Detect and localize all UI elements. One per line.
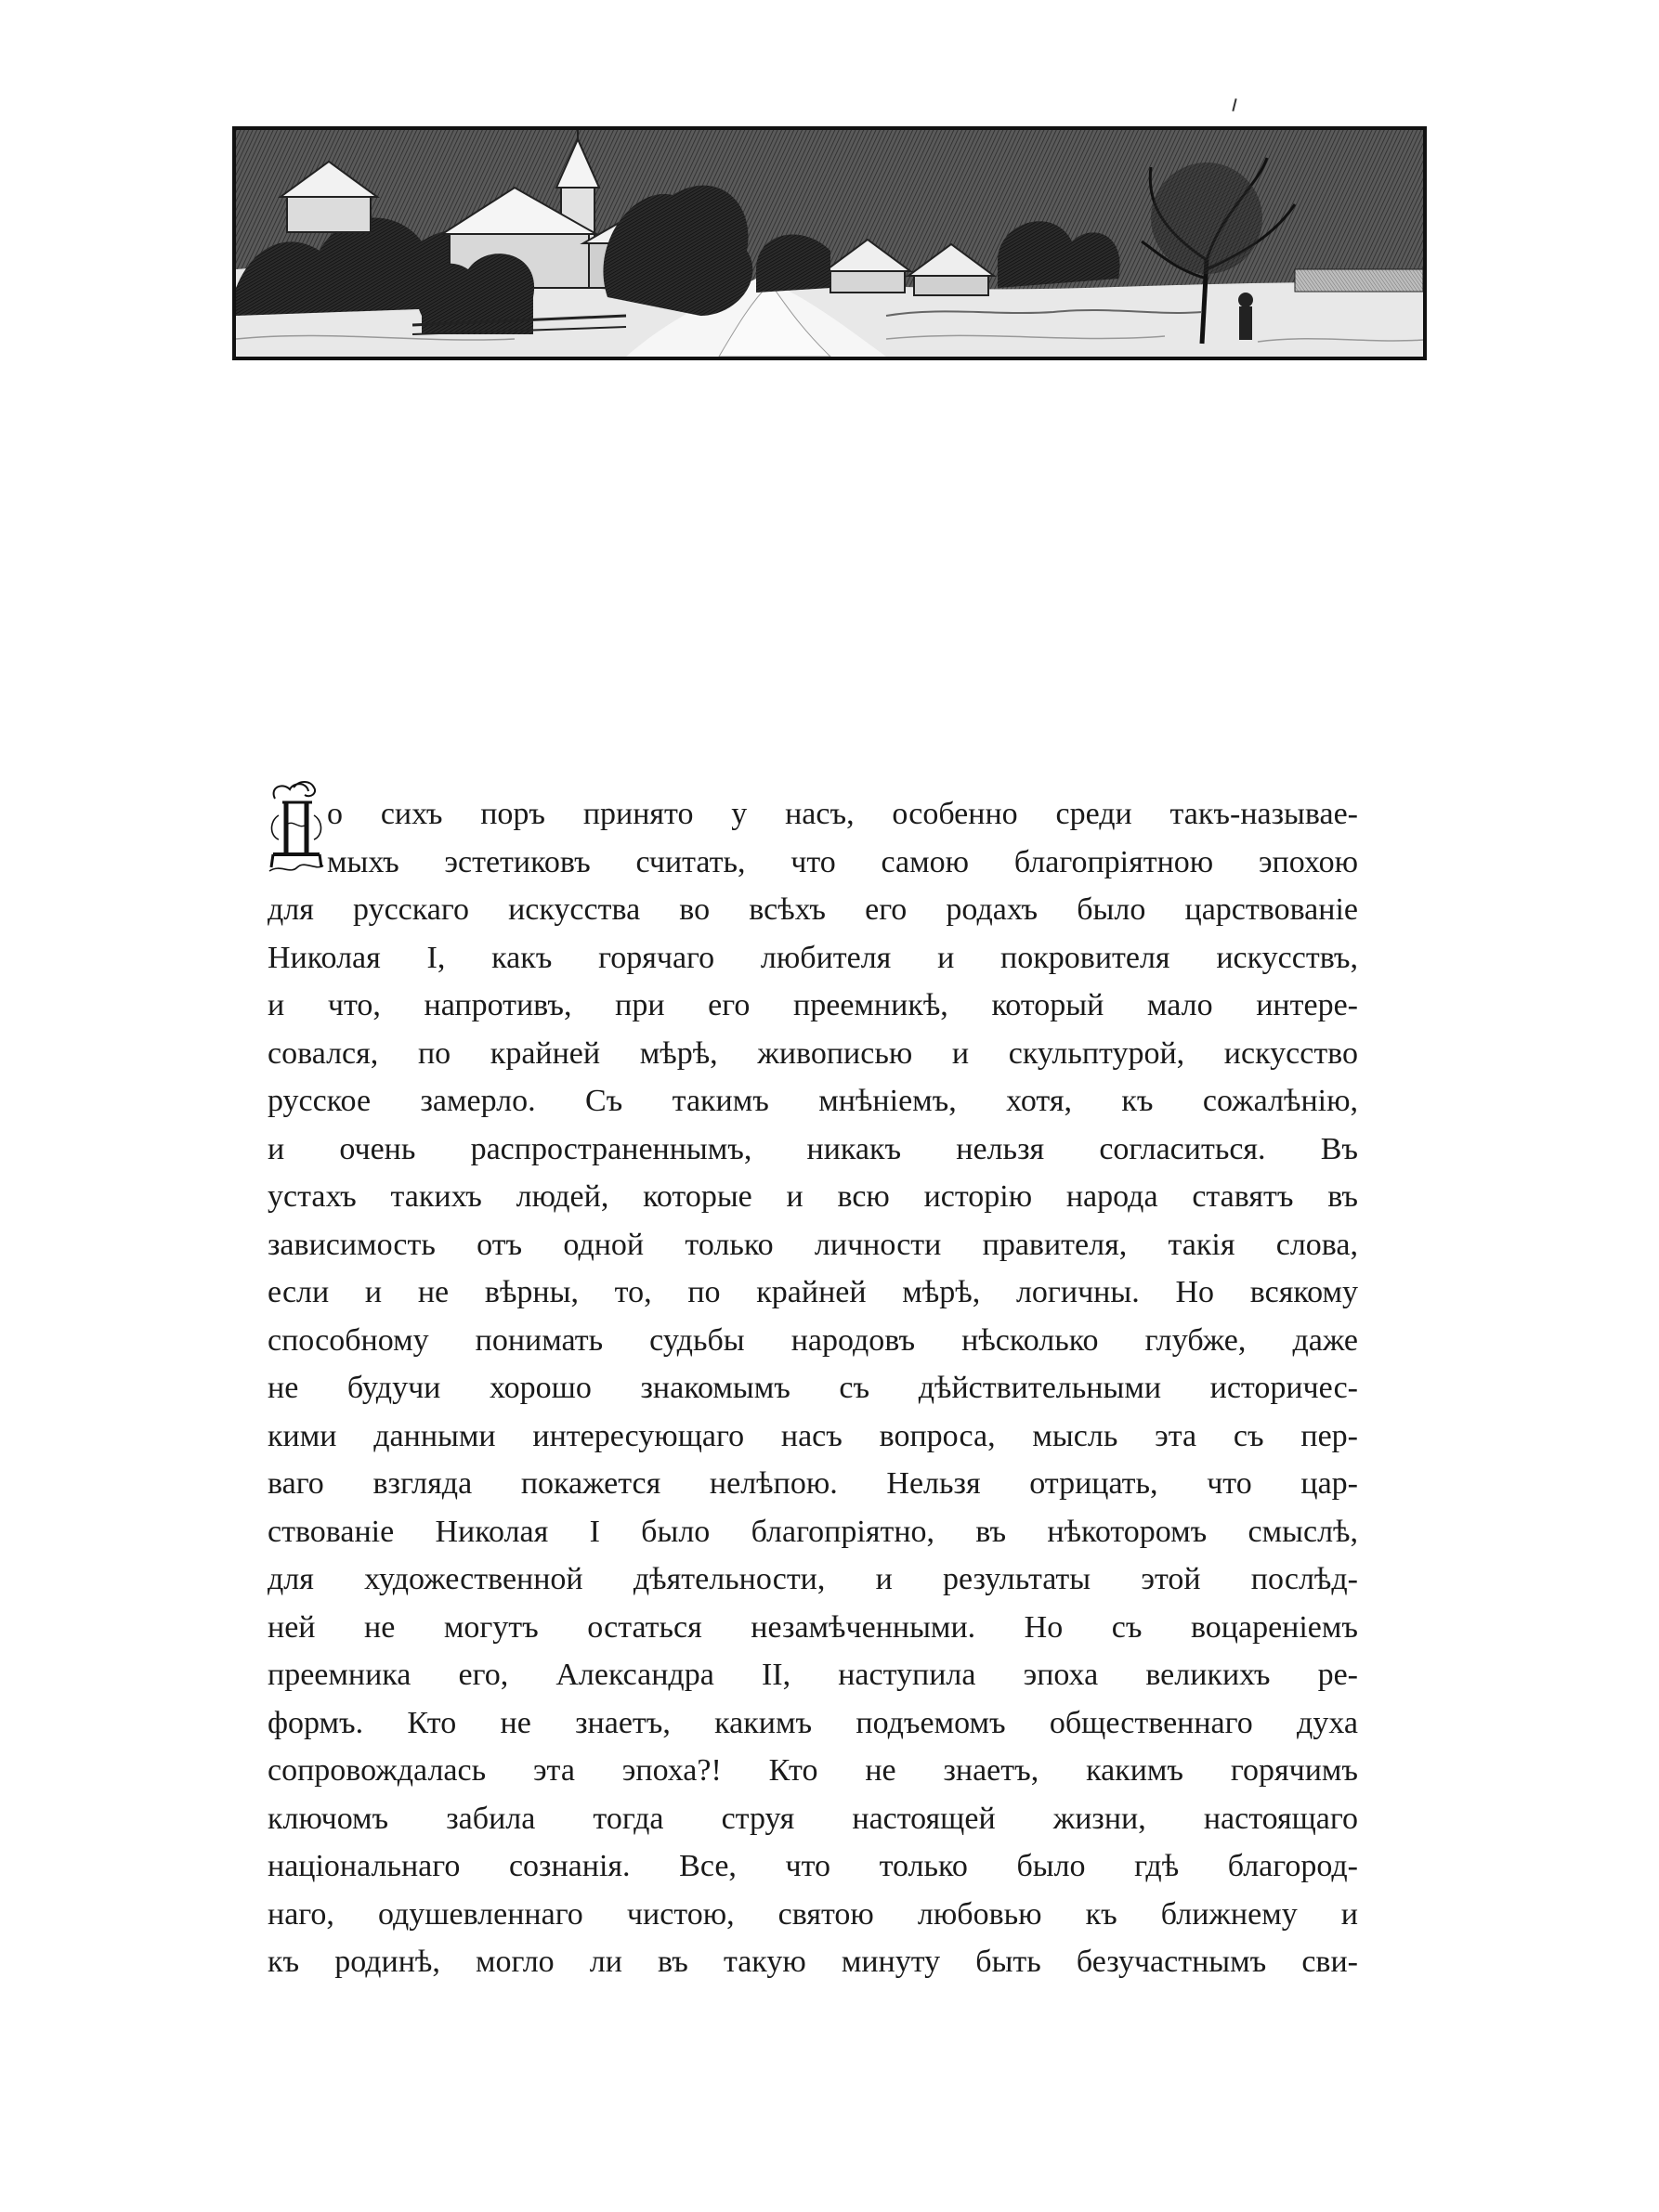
text-line: кими данными интересующаго насъ вопроса, мысль эта съ пер- [268, 1418, 1358, 1453]
text-line: для художественной дѣятельности, и результаты этой послѣд- [268, 1562, 1358, 1596]
text-line: ней не могутъ остаться незамѣченными. Но съ воцареніемъ [268, 1609, 1358, 1645]
text-line: зависимость отъ одной только личности правителя, такія слова, [268, 1227, 1358, 1262]
text-line: національнаго сознанія. Все, что только было гдѣ благород- [268, 1849, 1358, 1883]
engraved-winter-village-headpiece [232, 126, 1427, 360]
stray-mark [1232, 98, 1236, 111]
text-line: ключомъ забила тогда струя настоящей жизни, настоящаго [268, 1801, 1358, 1836]
text-line: устахъ такихъ людей, которые и всю исторію народа ставятъ въ [268, 1179, 1358, 1214]
text-line: способному понимать судьбы народовъ нѣсколько глубже, даже [268, 1322, 1358, 1358]
text-line: и очень распространеннымъ, никакъ нельзя согласиться. Въ [268, 1131, 1358, 1166]
text-line: и что, напротивъ, при его преемникѣ, который мало интере- [268, 988, 1358, 1022]
text-line: русское замерло. Съ такимъ мнѣніемъ, хотя, къ сожалѣнію, [268, 1084, 1358, 1118]
text-line: мыхъ эстетиковъ считать, что самою благопріятною эпохою [327, 844, 1358, 879]
text-line: наго, одушевленнаго чистою, святою любовью къ ближнему и [268, 1896, 1358, 1932]
text-line: къ родинѣ, могло ли въ такую минуту быть безучастнымъ сви- [268, 1945, 1358, 1979]
text-line: не будучи хорошо знакомымъ съ дѣйствительными историчес- [268, 1371, 1358, 1405]
text-line: о сихъ поръ принято у насъ, особенно среди такъ-называе- [327, 797, 1358, 831]
text-line: если и не вѣрны, то, по крайней мѣрѣ, логичны. Но всякому [268, 1275, 1358, 1309]
article-body [268, 790, 1358, 1986]
text-line: формъ. Кто не знаетъ, какимъ подъемомъ общественнаго духа [268, 1705, 1358, 1740]
text-line: совался, по крайней мѣрѣ, живописью и скульптурой, искусство [268, 1035, 1358, 1071]
text-line: сопровождалась эта эпоха?! Кто не знаетъ, какимъ горячимъ [268, 1753, 1358, 1788]
text-line: преемника его, Александра II, наступила эпоха великихъ ре- [268, 1658, 1358, 1692]
text-line: Николая I, какъ горячаго любителя и покровителя искусствъ, [268, 940, 1358, 975]
text-line: для русскаго искусства во всѣхъ его родахъ было царствованіе [268, 892, 1358, 927]
text-line: ваго взгляда покажется нелѣпою. Нельзя отрицать, что цар- [268, 1466, 1358, 1501]
text-line: ствованіе Николая I было благопріятно, въ нѣкоторомъ смыслѣ, [268, 1514, 1358, 1549]
